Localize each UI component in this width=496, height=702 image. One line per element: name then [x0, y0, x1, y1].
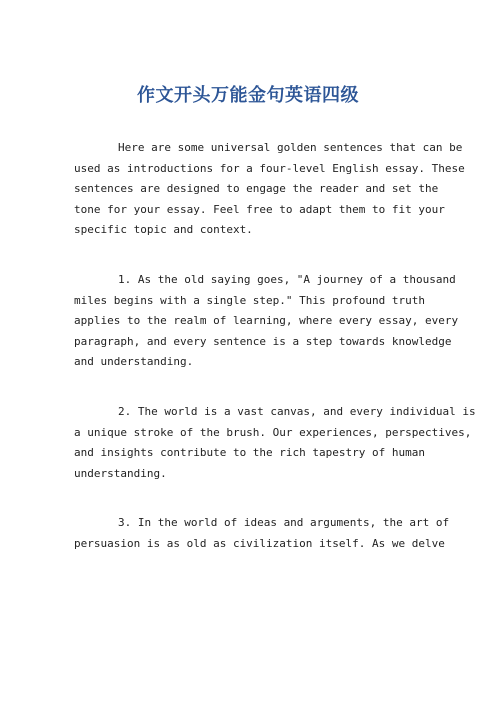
- text-line: 2. The world is a vast canvas, and every individual is: [118, 404, 476, 418]
- text-line: and understanding.: [74, 355, 194, 369]
- intro-paragraph: [74, 138, 465, 241]
- text-line: persuasion is as old as civilization itself. As we delve: [74, 536, 445, 550]
- text-line: 1. As the old saying goes, "A journey of a thousand: [118, 272, 456, 286]
- text-line: applies to the realm of learning, where every essay, every: [74, 314, 459, 328]
- text-line: understanding.: [74, 466, 167, 480]
- sentence-paragraph-3: [74, 513, 450, 554]
- text-line: 3. In the world of ideas and arguments, the art of: [118, 516, 450, 530]
- text-line: sentences are designed to engage the reader and set the: [74, 182, 439, 196]
- text-line: specific topic and context.: [74, 223, 253, 237]
- document-body: [74, 138, 476, 584]
- text-line: a unique stroke of the brush. Our experiences, perspectives,: [74, 425, 472, 439]
- text-line: and insights contribute to the rich tapestry of human: [74, 446, 425, 460]
- sentence-paragraph-2: [74, 402, 476, 484]
- text-line: Here are some universal golden sentences that can be: [118, 141, 463, 154]
- sentence-paragraph-1: [74, 270, 459, 373]
- text-line: tone for your essay. Feel free to adapt them to fit your: [74, 202, 445, 216]
- text-line: paragraph, and every sentence is a step towards knowledge: [74, 334, 452, 348]
- document-title: 作文开头万能金句英语四级: [137, 85, 359, 106]
- text-line: used as introductions for a four-level English essay. These: [74, 161, 465, 175]
- text-line: miles begins with a single step." This profound truth: [74, 293, 425, 307]
